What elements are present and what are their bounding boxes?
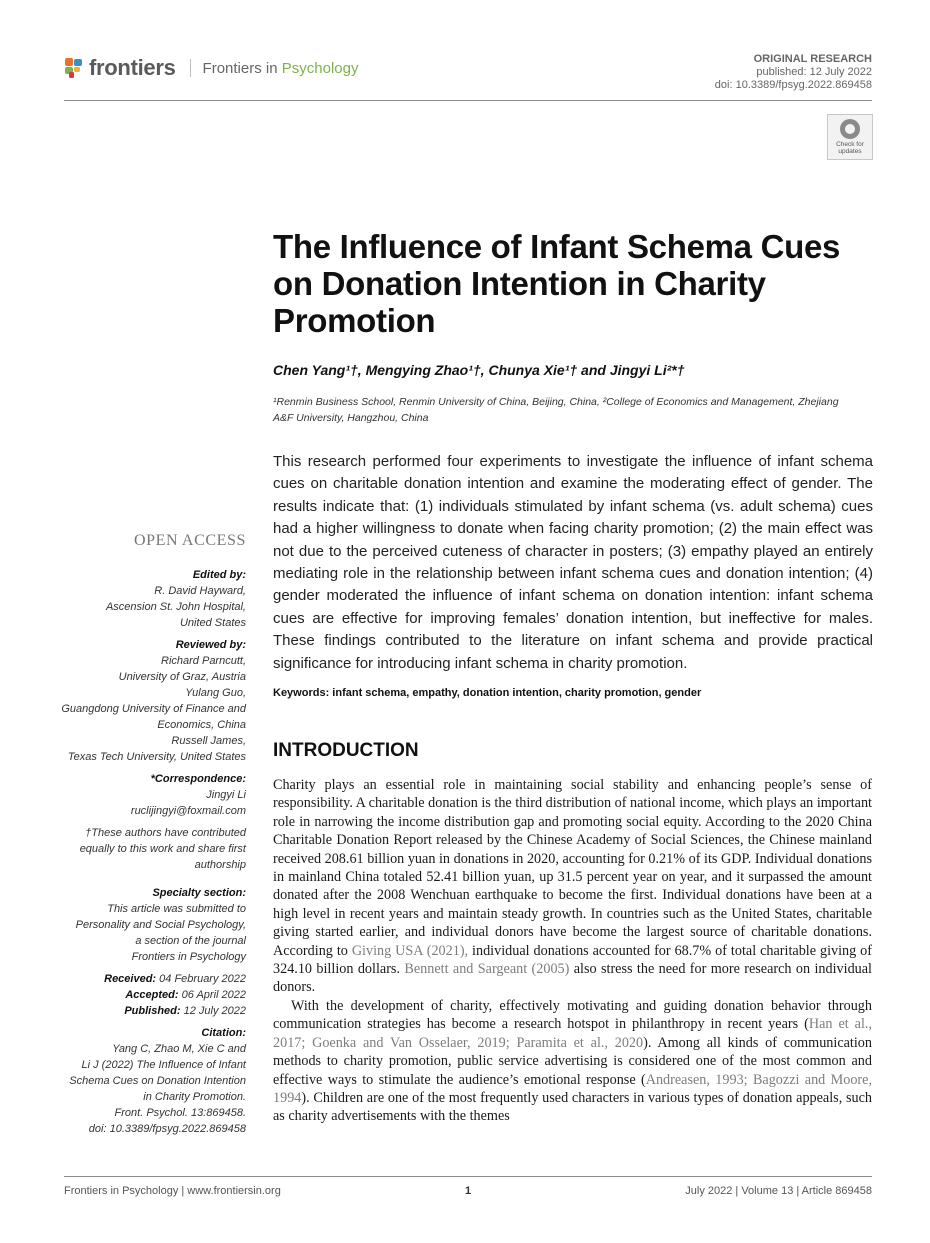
body-text [273,776,872,1126]
article-meta [715,53,872,92]
abstract: This research performed four experiments to investigate the influence of infant schema cues on charitable donation intention and examine the moderating effect of gender. The results indicate that: (1) individuals stimulated by infant schema (vs. adult schema) cues had a higher willingness to donate when facing charity promotion; (2) the main effect was not due to the perceived cuteness of character in posters; (3) empathy played an entirely mediating role in the relationship between infant schema cues and donation intention; (4) gender moderated the influence of infant schema on donation intention: infant schema cues are effective for improving females’ donation intention, but ineffective for males. These findings contributed to the literature on infant schema and provide practical significance for introducing infant schema in charity promotion. [273,453,873,672]
citation-doi[interactable]: doi: 10.3389/fpsyg.2022.869458 [88,1123,246,1135]
citation-link[interactable]: Bennett and Sargeant (2005) [404,961,570,978]
citation-link[interactable]: Giving USA (2021), [351,942,469,959]
citation-link[interactable]: Han et al., 2017; Goenka and Van Osselaer, 2019; Paramita et al., 2020 [273,1016,872,1051]
citation: Citation: Yang C, Zhao M, Xie C and Li J (2022) The Influence of Infant Schema Cues on Donation Intention in Charity Promotion. Front. Psychol. 13:869458. doi: 10.3389/fpsyg.2022.869458 [56,1025,246,1137]
header-divider [190,59,191,77]
article-dates: Received: 04 February 2022 Accepted: 06 April 2022 Published: 12 July 2022 [104,973,246,1017]
affiliations: ¹Renmin Business School, Renmin University of China, Beijing, China, ²College of Economics and Management, Zhejiang A&F University, Hangzhou, China [273,396,839,424]
edited-by: Edited by: R. David Hayward, Ascension St. John Hospital, United States [105,569,246,629]
article-sidebar [56,567,246,1143]
correspondence: *Correspondence: Jingyi Li ruclijingyi@foxmail.com [56,771,246,819]
page-number: 1 [464,1185,472,1197]
journal-name[interactable] [203,60,359,77]
journal-prefix: Frontiers in [202,59,282,77]
journal-field: Psychology [281,59,359,77]
citation-link[interactable]: Andreasen, 1993; Bagozzi and Moore, 1994 [273,1071,873,1106]
keywords: Keywords: infant schema, empathy, donation intention, charity promotion, gender [273,687,702,699]
footer-rule [64,1176,872,1177]
frontiers-logo-icon [64,57,84,79]
frontiers-logo[interactable] [64,55,358,81]
correspondence-email[interactable]: ruclijingyi@foxmail.com [130,805,246,817]
reviewed-by: Reviewed by: Richard Parncutt, University of Graz, Austria Yulang Guo, Guangdong University of Finance and Economics, China Russell James, Texas Tech University, United States [61,639,246,763]
equal-contribution-note: †These authors have contributed equally to this work and share first authorship [79,827,246,871]
paragraph-2: With the development of charity, effectively motivating and guiding donation behavior through communication strategies has become a research hotspot in philanthropy in recent years (Han et al., 2017; Goenka and Van Osselaer, 2019; Paramita et al., 2020). Among all kinds of communication methods to charity promotion, public service advertising is considered one of the most common and effective ways to stimulate the audience’s emotional response (Andreasen, 1993; Bagozzi and Moore, 1994). Children are one of the most frequently used characters in various types of donation appeals, such as charity advertisements with the themes [273,997,873,1125]
check-for-updates-label: Check for updates [836,141,864,155]
paragraph-1: Charity plays an essential role in maintaining social stability and enhancing people’s sense of responsibility. A charitable donation is the third distribution of national income, which plays an important role in narrowing the income distribution gap and promoting social equity. According to the 2020 China Charitable Donation Report released by the Chinese Academy of Social Sciences, the Chinese mainland received 208.61 billion yuan in donations in 2020, accounting for 0.21% of its GDP. Individual donations in mainland China totaled 52.41 billion yuan, up 31.5 percent year on year, and it surpassed the amount donated after the 2008 Wenchuan earthquake to become the first. Individual donations have been at a high level in recent years and maintain steady growth. In countries such as the United States, charitable giving started earlier, and individual donors have become the largest source of charitable donations. According to Giving USA (2021), individual donations accounted for 68.7% of total charitable giving of 324.10 billion dollars. Bennett and Sargeant (2005) also stress the need for more research on individual donors. [273,777,872,996]
publisher-name: frontiers [89,55,176,80]
article-type: ORIGINAL RESEARCH [753,53,872,65]
article-title: The Influence of Infant Schema Cues on Donation Intention in Charity Promotion [273,228,841,339]
footer-issue: July 2022 | Volume 13 | Article 869458 [685,1185,872,1197]
check-for-updates-icon [840,119,860,139]
open-access-label: OPEN ACCESS [134,532,246,549]
section-heading-introduction: INTRODUCTION [273,740,419,761]
author-list: Chen Yang¹†, Mengying Zhao¹†, Chunya Xie¹† and Jingyi Li²*† [273,362,685,378]
article-doi[interactable]: doi: 10.3389/fpsyg.2022.869458 [714,79,872,91]
check-for-updates-badge[interactable] [827,114,873,160]
specialty-section: Specialty section: This article was submitted to Personality and Social Psychology, a section of the journal Frontiers in Psychology [75,887,246,963]
published-date: published: 12 July 2022 [756,66,872,78]
header-rule [64,100,872,101]
footer-journal[interactable]: Frontiers in Psychology | www.frontiersin.org [64,1185,281,1197]
